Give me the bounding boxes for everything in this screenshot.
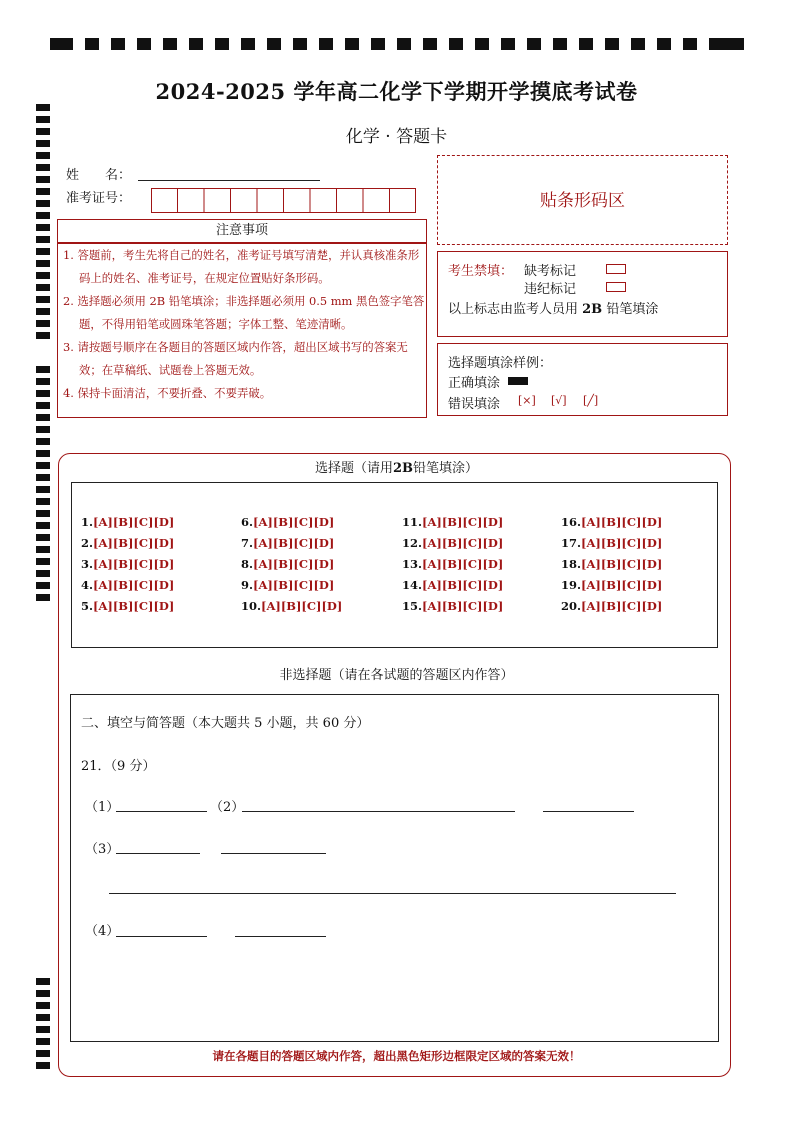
- mc-q19[interactable]: 19.[A][B][C][D]: [561, 578, 663, 592]
- answer-line-3c[interactable]: [109, 893, 676, 894]
- violation-mark-box[interactable]: [606, 282, 626, 292]
- name-label: 姓 名：: [66, 168, 132, 183]
- section-heading: 二、填空与简答题（本大题共 5 小题，共 60 分）: [81, 716, 370, 731]
- sample-title: 选择题填涂样例：: [448, 356, 553, 371]
- answer-line-3b[interactable]: [221, 853, 326, 854]
- answer-line-4b[interactable]: [235, 936, 326, 937]
- top-timing-marks: [50, 38, 744, 50]
- non-mc-title: 非选择题（请在各试题的答题区内作答）: [279, 668, 514, 683]
- notice-item: 3. 请按题号顺序在各题目的答题区域内作答，超出区域书写的答案无效；在草稿纸、试题卷上答题无效。: [63, 340, 408, 377]
- mc-q11[interactable]: 11.[A][B][C][D]: [402, 515, 504, 529]
- mc-q16[interactable]: 16.[A][B][C][D]: [561, 515, 663, 529]
- wrong-label: 错误填涂: [448, 397, 501, 412]
- mc-q7[interactable]: 7.[A][B][C][D]: [241, 536, 335, 550]
- notice-title: 注意事项: [215, 223, 268, 238]
- mc-q2[interactable]: 2.[A][B][C][D]: [81, 536, 175, 550]
- prohibited-note: 以上标志由监考人员用 2B 铅笔填涂: [448, 302, 659, 317]
- correct-fill-mark: [508, 377, 528, 385]
- page-subtitle: 化学 · 答题卡: [345, 127, 448, 147]
- mc-q10[interactable]: 10.[A][B][C][D]: [241, 599, 343, 613]
- prohibited-box: [437, 251, 728, 337]
- answer-line-1[interactable]: [116, 811, 207, 812]
- mc-section-title: 选择题（请用2B铅笔填涂）: [314, 461, 479, 476]
- non-mc-answer-box: [70, 694, 719, 1042]
- id-grid-icon: [151, 188, 417, 214]
- wrong-mark-slash: [╱]: [583, 394, 599, 407]
- notice-item: 1. 答题前，考生先将自己的姓名，准考证号填写清楚，并认真核准条形码上的姓名、准考证号，在规定位置贴好条形码。: [63, 248, 420, 285]
- question-21-label: 21．（9 分）: [81, 759, 156, 774]
- barcode-area: [437, 155, 728, 245]
- notice-item: 2. 选择题必须用 2B 铅笔填涂；非选择题必须用 0.5 mm 黑色签字笔答题，不得用铅笔或圆珠笔答题；字体工整、笔迹清晰。: [63, 294, 425, 331]
- mc-q18[interactable]: 18.[A][B][C][D]: [561, 557, 663, 571]
- answer-line-4a[interactable]: [116, 936, 207, 937]
- answer-line-2b[interactable]: [543, 811, 634, 812]
- barcode-label: 贴条形码区: [540, 191, 625, 211]
- part-1-label: （1）: [85, 800, 120, 815]
- mc-q9[interactable]: 9.[A][B][C][D]: [241, 578, 335, 592]
- page-title: 2024-2025 学年高二化学下学期开学摸底考试卷: [155, 79, 638, 104]
- mc-q13[interactable]: 13.[A][B][C][D]: [402, 557, 504, 571]
- answer-line-2a[interactable]: [242, 811, 515, 812]
- id-number-boxes[interactable]: [151, 188, 417, 218]
- id-label: 准考证号：: [66, 191, 132, 206]
- mc-q1[interactable]: 1.[A][B][C][D]: [81, 515, 175, 529]
- mc-q12[interactable]: 12.[A][B][C][D]: [402, 536, 504, 550]
- part-4-label: （4）: [85, 924, 120, 939]
- sample-box: [437, 343, 728, 416]
- notice-list: [57, 244, 427, 405]
- correct-label: 正确填涂: [448, 376, 501, 391]
- absent-label: 缺考标记: [524, 264, 577, 279]
- absent-mark-box[interactable]: [606, 264, 626, 274]
- mc-q14[interactable]: 14.[A][B][C][D]: [402, 578, 504, 592]
- part-2-label: （2）: [210, 800, 245, 815]
- mc-q20[interactable]: 20.[A][B][C][D]: [561, 599, 663, 613]
- mc-q3[interactable]: 3.[A][B][C][D]: [81, 557, 175, 571]
- mc-q15[interactable]: 15.[A][B][C][D]: [402, 599, 504, 613]
- mc-q5[interactable]: 5.[A][B][C][D]: [81, 599, 175, 613]
- part-3-label: （3）: [85, 842, 120, 857]
- mc-q17[interactable]: 17.[A][B][C][D]: [561, 536, 663, 550]
- wrong-mark-cross: [×]: [518, 394, 536, 407]
- notice-item: 4. 保持卡面清洁，不要折叠、不要弄破。: [63, 386, 272, 400]
- mc-q4[interactable]: 4.[A][B][C][D]: [81, 578, 175, 592]
- answer-line-3a[interactable]: [116, 853, 200, 854]
- violation-label: 违纪标记: [524, 282, 577, 297]
- wrong-mark-check: [√]: [551, 394, 567, 407]
- footer-warning: 请在各题目的答题区域内作答，超出黑色矩形边框限定区域的答案无效！: [212, 1049, 581, 1063]
- mc-q6[interactable]: 6.[A][B][C][D]: [241, 515, 335, 529]
- notice-title-box: [57, 219, 427, 243]
- name-field[interactable]: [138, 180, 320, 181]
- mc-q8[interactable]: 8.[A][B][C][D]: [241, 557, 335, 571]
- prohibited-label: 考生禁填：: [448, 264, 514, 279]
